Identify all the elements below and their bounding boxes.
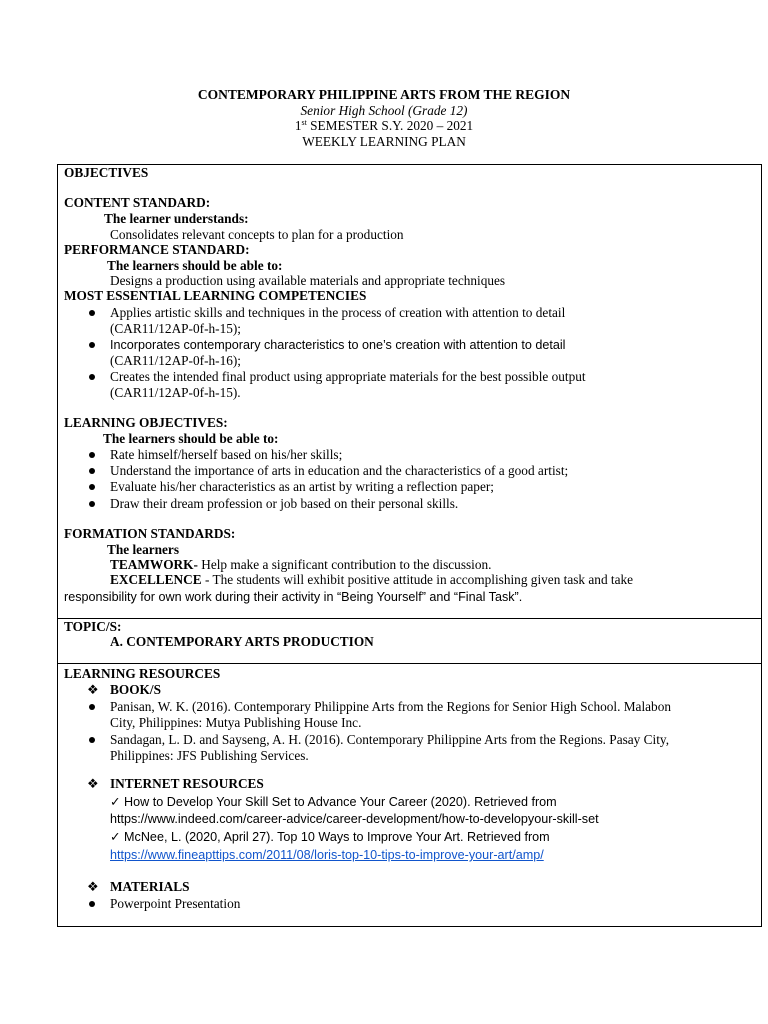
bullet-icon: [89, 501, 95, 507]
topics-section: [57, 618, 762, 663]
learning-objective-item: Rate himself/herself based on his/her skills;: [110, 447, 343, 462]
performance-standard-text: Designs a production using available materials and appropriate techniques: [110, 273, 506, 288]
bullet-icon: [89, 737, 95, 743]
internet-heading: INTERNET RESOURCES: [110, 776, 264, 791]
internet-resource-url: https://www.indeed.com/career-advice/career-development/how-to-developyour-skill-set: [110, 812, 599, 826]
bullet-icon: [89, 484, 95, 490]
resources-heading: LEARNING RESOURCES: [64, 666, 221, 681]
melc-item-code: (CAR11/12AP-0f-h-15);: [110, 321, 241, 336]
excellence-line: EXCELLENCE - The students will exhibit positive attitude in accomplishing given task and take: [110, 572, 634, 587]
melc-item-code: (CAR11/12AP-0f-h-15).: [110, 385, 241, 400]
learning-objective-item: Understand the importance of arts in education and the characteristics of a good artist;: [110, 463, 569, 478]
diamond-bullet-icon: ❖: [87, 879, 99, 894]
internet-resource-item: ✓ How to Develop Your Skill Set to Advance Your Career (2020). Retrieved from: [110, 795, 557, 809]
melc-item: Applies artistic skills and techniques in the process of creation with attention to detail: [110, 305, 566, 320]
topics-heading: TOPIC/S:: [64, 619, 122, 634]
performance-standard-sub: The learners should be able to:: [107, 258, 283, 273]
book-item-cont: Philippines: JFS Publishing Services.: [110, 748, 309, 763]
document-title: CONTEMPORARY PHILIPPINE ARTS FROM THE REGION: [197, 87, 571, 102]
bullet-icon: [89, 704, 95, 710]
plan-label: WEEKLY LEARNING PLAN: [302, 134, 466, 149]
book-item-cont: City, Philippines: Mutya Publishing House Inc.: [110, 715, 362, 730]
performance-standard-heading: PERFORMANCE STANDARD:: [64, 242, 250, 257]
document-subtitle: Senior High School (Grade 12): [300, 103, 468, 118]
resources-section: [57, 663, 762, 927]
bullet-icon: [89, 468, 95, 474]
bullet-icon: [89, 342, 95, 348]
bullet-icon: [89, 901, 95, 907]
document-header: [0, 87, 768, 150]
bullet-icon: [89, 310, 95, 316]
melc-heading: MOST ESSENTIAL LEARNING COMPETENCIES: [64, 288, 367, 303]
internet-resource-link[interactable]: https://www.fineарttips.com/2011/08/loris-top-10-tips-to-improve-your-art/amp/: [110, 848, 544, 862]
formation-standards-heading: FORMATION STANDARDS:: [64, 526, 236, 541]
learning-objective-item: Draw their dream profession or job based on their personal skills.: [110, 496, 459, 511]
diamond-bullet-icon: ❖: [87, 682, 99, 697]
book-item: Sandagan, L. D. and Sayseng, A. H. (2016). Contemporary Philippine Arts from the Regions. Pasay City,: [110, 732, 670, 747]
content-standard-sub: The learner understands:: [104, 211, 249, 226]
content-standard-heading: CONTENT STANDARD:: [64, 195, 211, 210]
diamond-bullet-icon: ❖: [87, 776, 99, 791]
learning-objectives-heading: LEARNING OBJECTIVES:: [64, 415, 228, 430]
melc-item: Creates the intended final product using appropriate materials for the best possible output: [110, 369, 586, 384]
learning-objectives-sub: The learners should be able to:: [103, 431, 279, 446]
book-item: Panisan, W. K. (2016). Contemporary Philippine Arts from the Regions for Senior High School. Malabon: [110, 699, 672, 714]
bullet-icon: [89, 374, 95, 380]
melc-item-code: (CAR11/12AP-0f-h-16);: [110, 353, 241, 368]
melc-item: Incorporates contemporary characteristics to one’s creation with attention to detail: [110, 338, 566, 352]
learning-objective-item: Evaluate his/her characteristics as an artist by writing a reflection paper;: [110, 479, 494, 494]
material-item: Powerpoint Presentation: [110, 896, 241, 911]
books-heading: BOOK/S: [110, 682, 161, 697]
semester-line: 1st SEMESTER S.Y. 2020 – 2021: [294, 118, 474, 133]
objectives-heading: OBJECTIVES: [64, 165, 149, 180]
teamwork-line: TEAMWORK- Help make a significant contribution to the discussion.: [110, 557, 492, 572]
content-standard-text: Consolidates relevant concepts to plan for a production: [110, 227, 404, 242]
internet-resource-item: ✓ McNee, L. (2020, April 27). Top 10 Ways to Improve Your Art. Retrieved from: [110, 830, 550, 844]
formation-standards-sub: The learners: [107, 542, 180, 557]
materials-heading: MATERIALS: [110, 879, 190, 894]
objectives-section: [57, 164, 762, 618]
excellence-line-cont: responsibility for own work during their activity in “Being Yourself” and “Final Task”.: [64, 590, 523, 604]
topic-item: A. CONTEMPORARY ARTS PRODUCTION: [110, 634, 374, 649]
bullet-icon: [89, 452, 95, 458]
